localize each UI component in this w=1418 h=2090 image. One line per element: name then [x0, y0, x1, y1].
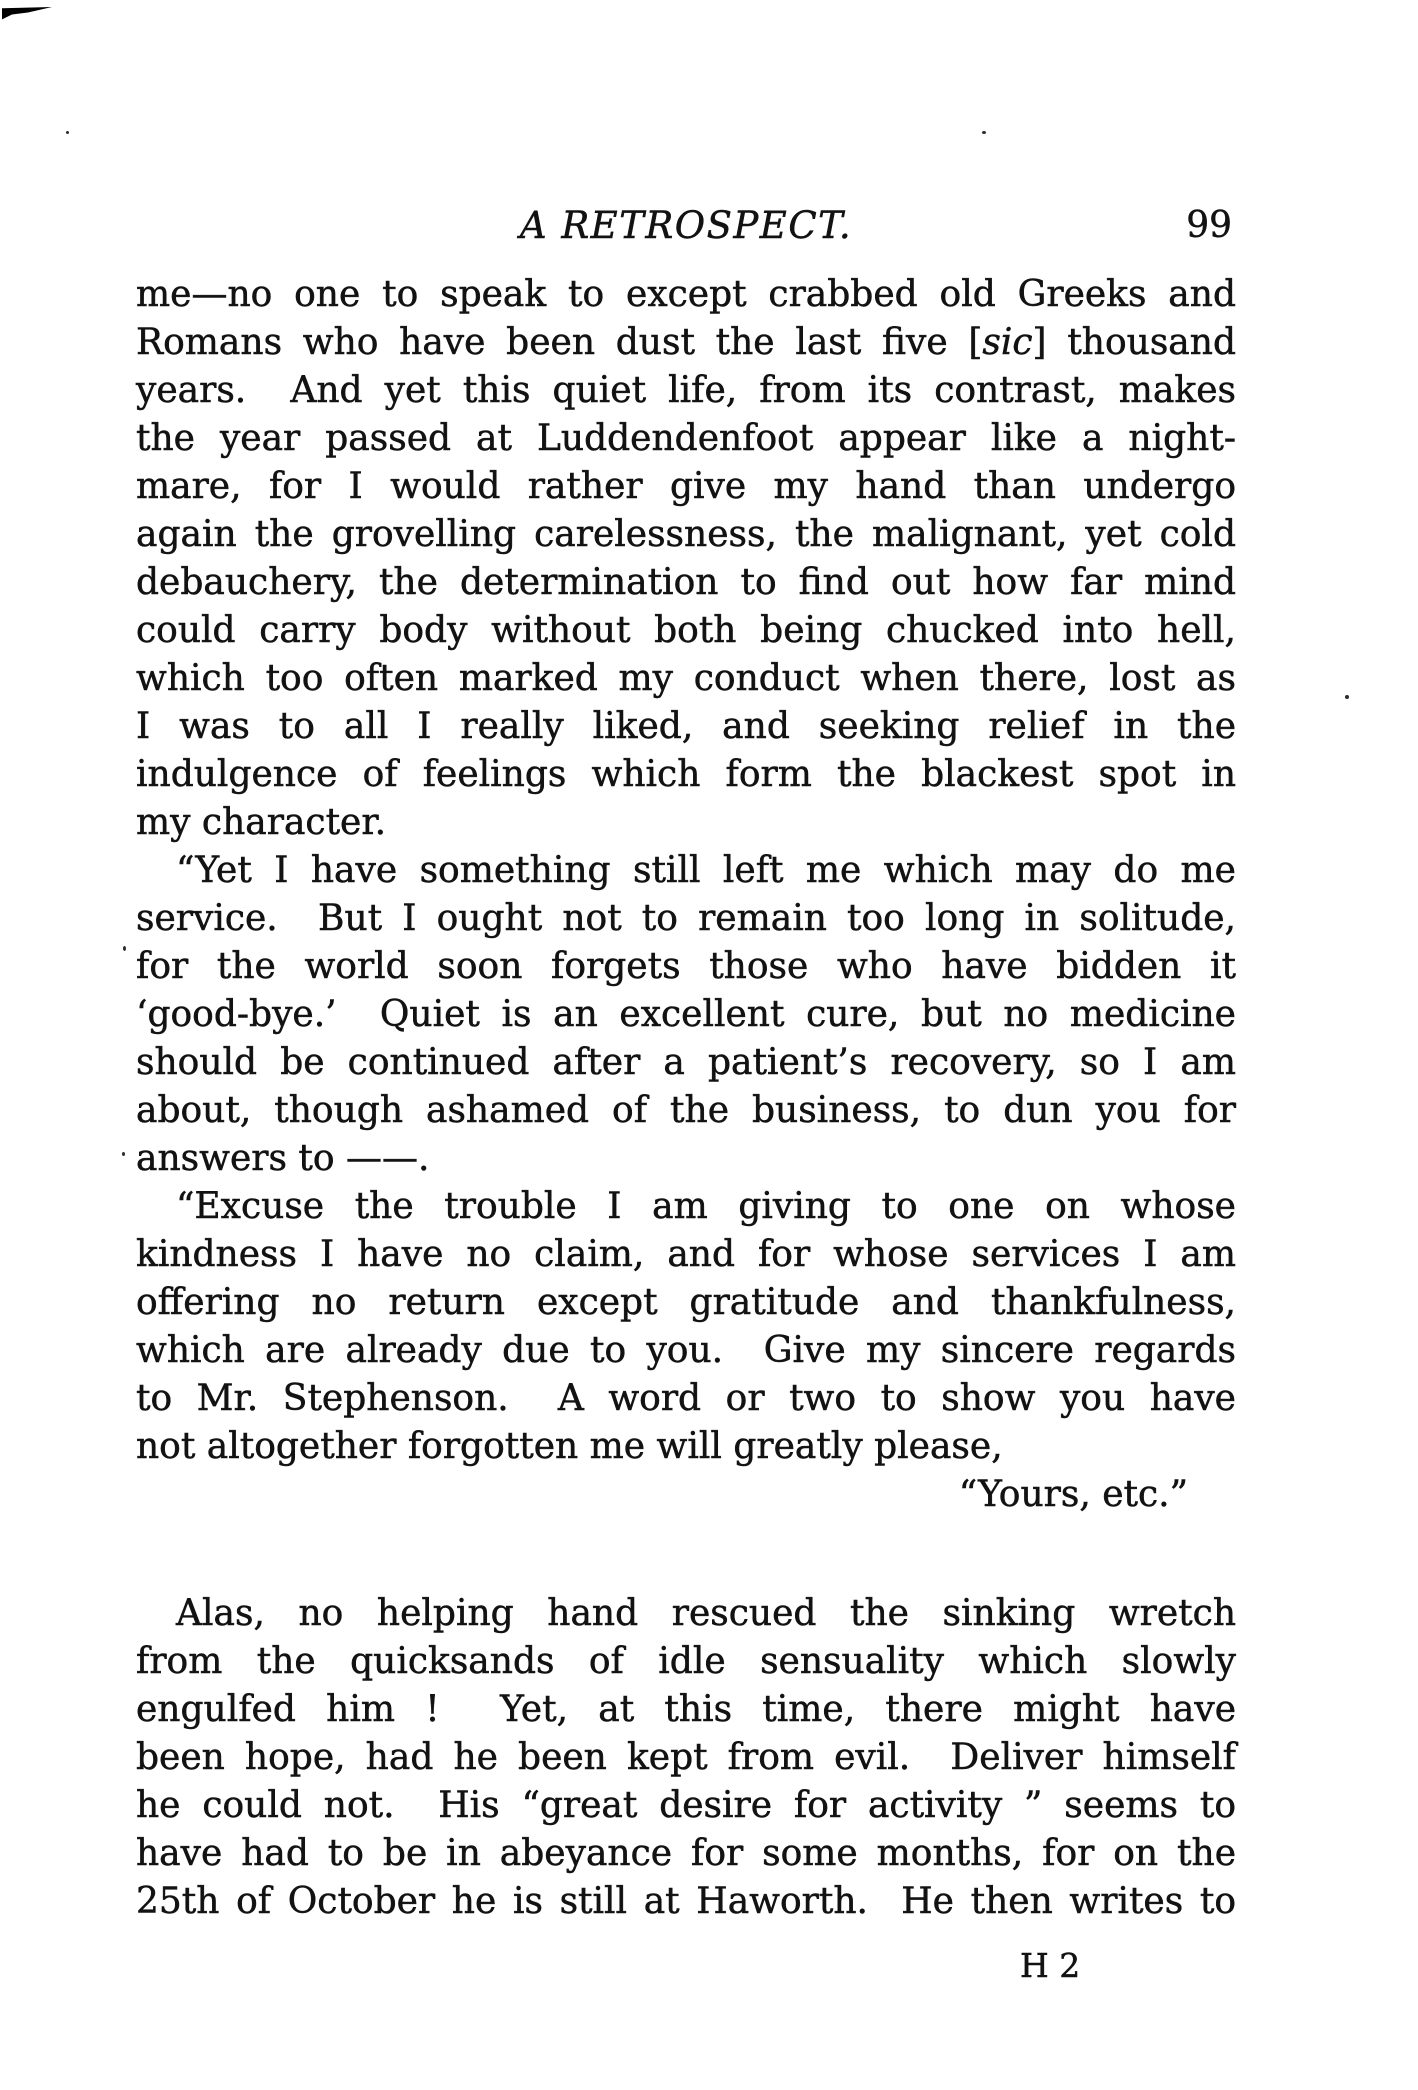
scan-speck — [1345, 695, 1349, 699]
text-segment: ] thousand — [1032, 322, 1236, 363]
text-line: which too often marked my conduct when there, lost as — [136, 658, 1236, 699]
text-line: service. But I ought not to remain too long in solitude, — [136, 898, 1236, 939]
text-line: could carry body without both being chucked into hell, — [136, 610, 1236, 651]
text-line: kindness I have no claim, and for whose services I am — [136, 1234, 1236, 1275]
running-header-title: A RETROSPECT. — [519, 204, 853, 247]
text-line: Alas, no helping hand rescued the sinking wretch — [176, 1593, 1236, 1634]
text-line: about, though ashamed of the business, to dun you for — [136, 1090, 1236, 1131]
scan-artifact-topleft — [2, 7, 52, 20]
text-line: to Mr. Stephenson. A word or two to show you have — [136, 1378, 1236, 1419]
text-line: 25th of October he is still at Haworth. He then writes to — [136, 1881, 1236, 1922]
text-line: indulgence of feelings which form the blackest spot in — [136, 754, 1236, 795]
text-line — [136, 319, 1236, 367]
paragraph — [136, 1590, 1236, 1926]
text-line: offering no return except gratitude and thankfulness, — [136, 1282, 1236, 1323]
text-line: the year passed at Luddendenfoot appear like a night- — [136, 418, 1236, 459]
text-line: me—no one to speak to except crabbed old Greeks and — [136, 274, 1236, 315]
scan-speck — [66, 131, 69, 134]
text-line: for the world soon forgets those who have bidden it — [136, 946, 1236, 987]
text-line: again the grovelling carelessness, the malignant, yet cold — [136, 514, 1236, 555]
text-line: ‘good-bye.’ Quiet is an excellent cure, but no medicine — [136, 994, 1236, 1035]
text-line: from the quicksands of idle sensuality which slowly — [136, 1641, 1236, 1682]
text-line: debauchery, the determination to find out how far mind — [136, 562, 1236, 603]
text-line: “Yours, etc.” — [958, 1474, 1188, 1515]
printer-signature: H 2 — [1020, 1946, 1081, 1985]
page-number: 99 — [1186, 205, 1232, 246]
text-line: years. And yet this quiet life, from its contrast, makes — [136, 370, 1236, 411]
paragraph — [136, 847, 1236, 1183]
text-line: answers to ——. — [136, 1138, 430, 1179]
text-line: I was to all I really liked, and seeking relief in the — [136, 706, 1236, 747]
text-line: should be continued after a patient’s recovery, so I am — [136, 1042, 1236, 1083]
paragraph — [136, 1183, 1236, 1519]
paragraph — [136, 271, 1236, 847]
text-line: have had to be in abeyance for some months, for on the — [136, 1833, 1236, 1874]
text-line: he could not. His “great desire for activity ” seems to — [136, 1785, 1236, 1826]
text-line: not altogether forgotten me will greatly please, — [136, 1426, 1003, 1467]
text-line: “Yet I have something still left me which may do me — [176, 850, 1236, 891]
text-line: my character. — [136, 802, 387, 843]
text-line: “Excuse the trouble I am giving to one on whose — [176, 1186, 1236, 1227]
text-line: which are already due to you. Give my sincere regards — [136, 1330, 1236, 1371]
scan-speck — [122, 1152, 125, 1156]
text-segment: Romans who have been dust the last five [ — [136, 322, 983, 363]
text-line: been hope, had he been kept from evil. Deliver himself — [136, 1737, 1236, 1778]
scan-speck — [123, 946, 126, 951]
scan-speck — [982, 131, 986, 134]
text-line: engulfed him ! Yet, at this time, there might have — [136, 1689, 1236, 1730]
sic-italic: sic — [982, 322, 1033, 363]
text-line: mare, for I would rather give my hand than undergo — [136, 466, 1236, 507]
body-text — [136, 271, 1236, 1926]
